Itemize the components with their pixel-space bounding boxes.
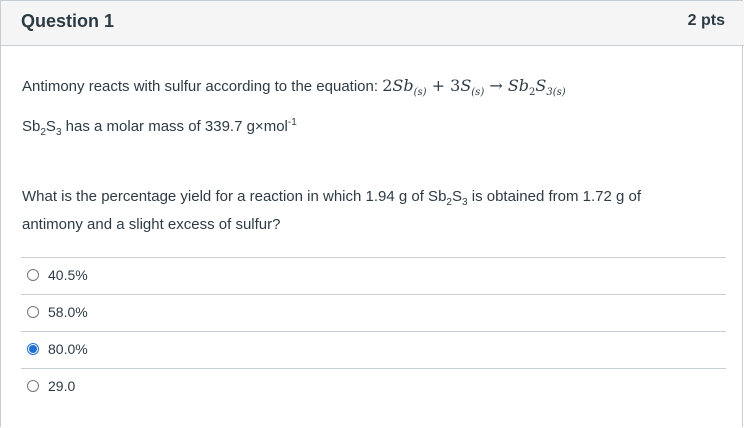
coef-1: 2	[382, 76, 393, 95]
coef-2: 3	[450, 76, 461, 95]
intro-text: Antimony reacts with sulfur according to the equation:	[22, 78, 379, 95]
formula-sb: Sb	[22, 118, 41, 135]
prompt-part-1: What is the percentage yield for a reaction in which 1.94 g of Sb	[22, 188, 447, 205]
formula-sub-2: 2	[40, 127, 46, 138]
prompt-sub-a: 2	[446, 197, 452, 208]
reaction-arrow: →	[489, 76, 503, 95]
formula-sub-3: 3	[55, 127, 62, 138]
prompt-part-2: S	[451, 188, 462, 205]
prompt-part-3: is obtained from 1.72 g of antimony and a slight excess of sulfur?	[22, 188, 641, 233]
question-title: Question 1	[21, 11, 115, 31]
radio-button[interactable]	[27, 380, 39, 392]
product-part-1: Sb	[507, 76, 530, 95]
answer-option-4[interactable]	[21, 368, 726, 405]
reaction-equation	[382, 76, 566, 99]
molar-mass-line	[22, 117, 297, 138]
prompt-sub-b: 3	[462, 197, 468, 208]
molar-mass-text: has a molar mass of 339.7 g×mol	[61, 118, 288, 135]
answer-label[interactable]: 29.0	[48, 378, 76, 394]
unit-superscript: -1	[287, 117, 297, 128]
answer-option-2[interactable]	[21, 294, 726, 331]
radio-button[interactable]	[27, 306, 39, 318]
reactant-2: S	[460, 76, 472, 95]
question-points: 2 pts	[687, 12, 725, 29]
radio-button-selected[interactable]	[27, 343, 39, 355]
answer-label[interactable]: 40.5%	[48, 267, 88, 283]
formula-s: S	[45, 118, 56, 135]
answer-list	[21, 257, 726, 405]
question-header	[1, 1, 744, 46]
answer-option-1[interactable]	[21, 257, 726, 294]
state-2: (s)	[471, 87, 485, 99]
question-prompt	[22, 186, 702, 236]
product-sub-2: 3(s)	[546, 87, 566, 99]
answer-option-3[interactable]	[21, 331, 726, 368]
reactant-1: Sb	[392, 76, 414, 95]
product-sub-1: 2	[529, 87, 536, 99]
equation-line	[22, 76, 566, 98]
plus-sign: +	[431, 76, 446, 95]
answer-label[interactable]: 58.0%	[48, 304, 88, 320]
state-1: (s)	[413, 87, 427, 99]
product-part-2: S	[535, 76, 547, 95]
radio-button[interactable]	[27, 269, 39, 281]
answer-label[interactable]: 80.0%	[48, 341, 88, 357]
